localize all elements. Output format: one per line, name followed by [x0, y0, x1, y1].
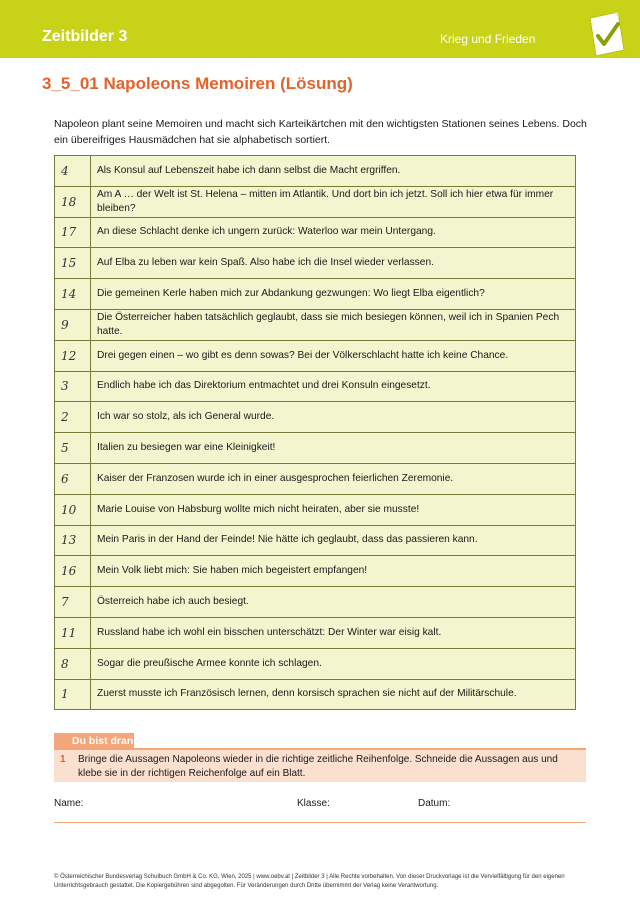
copyright-footer: © Österreichischer Bundesverlag Schulbuch GmbH & Co. KG, Wien, 2025 | www.oebv.at | Zeitbilder 3 | Alle Rechte vorbehalten. Von dieser Druckvorlage ist die Vervielfältigung für den eigenen Unterrichtsgebrauch gestattet. Die Kopiergebühren sind abgegolten. Für Veränderungen durch Dritte übernimmt der Verlag keine Verantwortung. — [54, 874, 565, 889]
card-row — [55, 679, 576, 710]
card-statement: Russland habe ich wohl ein bisschen unterschätzt: Der Winter war eisig kalt. — [91, 617, 576, 648]
card-statement: Sogar die preußische Armee konnte ich schlagen. — [91, 648, 576, 679]
card-row — [55, 617, 576, 648]
card-order-number: 2 — [55, 402, 91, 433]
date-field-label: Datum: — [418, 798, 451, 809]
card-statement: Mein Volk liebt mich: Sie haben mich begeistert empfangen! — [91, 556, 576, 587]
card-order-number: 14 — [55, 279, 91, 310]
topic-label: Krieg und Frieden — [440, 32, 536, 46]
card-statement: Die Österreicher haben tatsächlich geglaubt, dass sie mich besiegen können, weil ich in Spanien Pech hatte. — [91, 309, 576, 340]
card-order-number: 11 — [55, 617, 91, 648]
card-statement: Ich war so stolz, als ich General wurde. — [91, 402, 576, 433]
worksheet-check-icon — [584, 10, 628, 58]
card-order-number: 1 — [55, 679, 91, 710]
card-statement: Marie Louise von Habsburg wollte mich nicht heiraten, aber sie musste! — [91, 494, 576, 525]
card-order-number: 9 — [55, 309, 91, 340]
card-row — [55, 587, 576, 618]
card-row — [55, 648, 576, 679]
task-label: Du bist dran — [72, 735, 134, 747]
card-statement: Italien zu besiegen war eine Kleinigkeit! — [91, 433, 576, 464]
card-statement: Mein Paris in der Hand der Feinde! Nie hätte ich geglaubt, dass das passieren kann. — [91, 525, 576, 556]
card-row — [55, 340, 576, 371]
card-order-number: 18 — [55, 186, 91, 217]
task-box — [54, 750, 586, 782]
intro-text: Napoleon plant seine Memoiren und macht sich Karteikärtchen mit den wichtigsten Stationen seines Lebens. Doch ein übereifriges Hausmädchen hat sie alphabetisch sortiert. — [54, 118, 587, 146]
card-statement: Die gemeinen Kerle haben mich zur Abdankung gezwungen: Wo liegt Elba eigentlich? — [91, 279, 576, 310]
card-order-number: 7 — [55, 587, 91, 618]
card-row — [55, 279, 576, 310]
card-statement: Am A … der Welt ist St. Helena – mitten im Atlantik. Und dort bin ich jetzt. Soll ich hier etwa für immer bleiben? — [91, 186, 576, 217]
card-statement: Als Konsul auf Lebenszeit habe ich dann selbst die Macht ergriffen. — [91, 156, 576, 187]
card-row — [55, 463, 576, 494]
task-number: 1 — [60, 754, 66, 765]
card-order-number: 12 — [55, 340, 91, 371]
signature-line — [54, 822, 586, 823]
header-bar — [0, 0, 640, 58]
card-row — [55, 494, 576, 525]
card-order-number: 8 — [55, 648, 91, 679]
card-order-number: 4 — [55, 156, 91, 187]
card-order-number: 5 — [55, 433, 91, 464]
card-row — [55, 309, 576, 340]
card-row — [55, 248, 576, 279]
class-field-label: Klasse: — [297, 798, 330, 809]
card-row — [55, 186, 576, 217]
card-statement: An diese Schlacht denke ich ungern zurück: Waterloo war mein Untergang. — [91, 217, 576, 248]
name-field-label: Name: — [54, 798, 84, 809]
card-row — [55, 156, 576, 187]
card-row — [55, 371, 576, 402]
memoir-cards-table — [54, 155, 576, 710]
card-row — [55, 217, 576, 248]
card-statement: Kaiser der Franzosen wurde ich in einer ausgesprochen feierlichen Zeremonie. — [91, 463, 576, 494]
card-order-number: 6 — [55, 463, 91, 494]
card-statement: Auf Elba zu leben war kein Spaß. Also habe ich die Insel wieder verlassen. — [91, 248, 576, 279]
card-statement: Endlich habe ich das Direktorium entmachtet und drei Konsuln eingesetzt. — [91, 371, 576, 402]
card-row — [55, 556, 576, 587]
card-row — [55, 402, 576, 433]
card-row — [55, 433, 576, 464]
card-statement: Zuerst musste ich Französisch lernen, denn korsisch sprachen sie nicht auf der Militärschule. — [91, 679, 576, 710]
card-order-number: 17 — [55, 217, 91, 248]
card-order-number: 10 — [55, 494, 91, 525]
card-row — [55, 525, 576, 556]
card-order-number: 3 — [55, 371, 91, 402]
card-order-number: 16 — [55, 556, 91, 587]
card-order-number: 13 — [55, 525, 91, 556]
card-order-number: 15 — [55, 248, 91, 279]
page-title: 3_5_01 Napoleons Memoiren (Lösung) — [42, 74, 353, 93]
card-statement: Österreich habe ich auch besiegt. — [91, 587, 576, 618]
card-statement: Drei gegen einen – wo gibt es denn sowas? Bei der Völkerschlacht hatte ich keine Chance. — [91, 340, 576, 371]
task-text: Bringe die Aussagen Napoleons wieder in die richtige zeitliche Reihenfolge. Schneide die Aussagen aus und klebe sie in der richtigen Reichenfolge auf ein Blatt. — [78, 754, 558, 779]
series-title: Zeitbilder 3 — [42, 28, 128, 45]
